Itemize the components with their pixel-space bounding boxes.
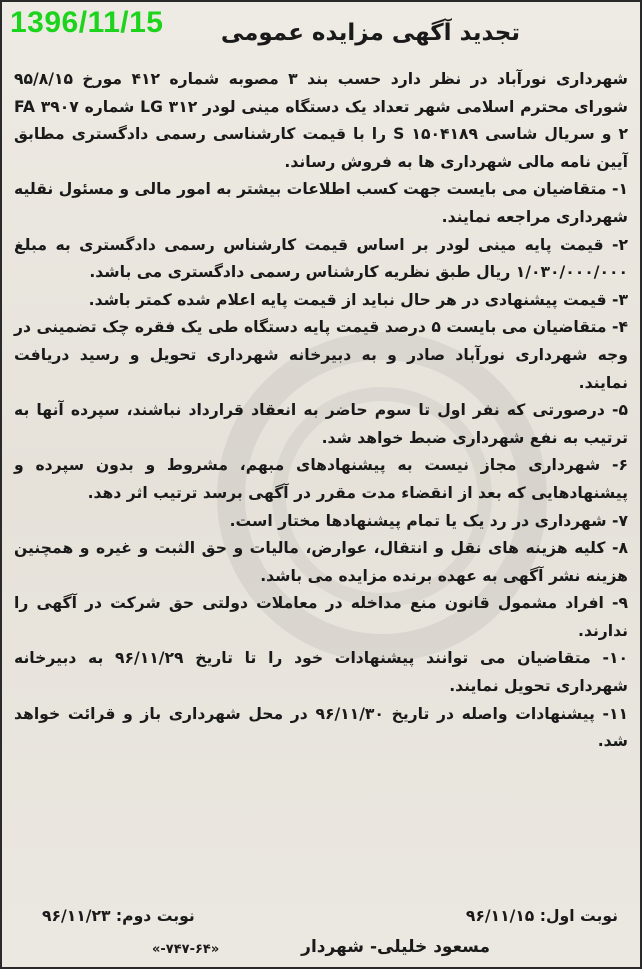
- notice-item-9: ۹- افراد مشمول قانون منع مداخله در معاملات دولتی حق شرکت در آگهی را ندارند.: [14, 594, 628, 640]
- notice-title: تجدید آگهی مزایده عمومی: [220, 20, 520, 46]
- notice-item-7: ۷- شهرداری در رد یک یا تمام پیشنهادها مختار است.: [229, 511, 628, 530]
- notice-body: [14, 66, 628, 756]
- notice-item-2: ۲- قیمت پایه مینی لودر بر اساس قیمت کارشناس رسمی دادگستری به مبلغ ۱/۰۳۰/۰۰۰/۰۰۰ ریال طبق نظریه کارشناس رسمی دادگستری می باشد.: [14, 235, 628, 282]
- notice-item-10: ۱۰- متقاضیان می توانند پیشنهادات خود را تا تاریخ ۹۶/۱۱/۲۹ به دبیرخانه شهرداری تحویل نمایند.: [14, 649, 628, 696]
- intro-paragraph: شهرداری نورآباد در نظر دارد حسب بند ۳ مصوبه شماره ۴۱۲ مورخ ۹۵/۸/۱۵ شورای محترم اسلامی شهر تعداد یک دستگاه مینی لودر LG ۳۱۲ شماره ۳۹۰۷ FA ۲ و سریال شاسی ۱۵۰۴۱۸۹ S را با قیمت کارشناسی رسمی دادگستری مطابق آیین نامه مالی شهرداری ها به فروش رساند.: [14, 70, 629, 171]
- notice-item-8: ۸- کلیه هزینه های نقل و انتقال، عوارض، مالیات و حق الثبت و غیره و همچنین هزینه نشر آگهی به عهده برنده مزایده می باشد.: [14, 539, 628, 585]
- notice-item-6: ۶- شهرداری مجاز نیست به پیشنهادهای مبهم، مشروط و بدون سپرده و پیشنهادهایی که بعد از انقضاء مدت مقرر در آگهی برسد ترتیب اثر دهد.: [14, 456, 628, 502]
- notice-item-3: ۳- قیمت پیشنهادی در هر حال نباید از قیمت پایه اعلام شده کمتر باشد.: [88, 290, 628, 309]
- notice-item-1: ۱- متقاضیان می بایست جهت کسب اطلاعات بیشتر به امور مالی و مسئول نقلیه شهرداری مراجعه نمایند.: [14, 180, 628, 226]
- publish-dates: [42, 907, 618, 925]
- publish-first: نوبت اول: ۹۶/۱۱/۱۵: [465, 907, 618, 925]
- notice-item-5: ۵- درصورتی که نفر اول تا سوم حاضر به انعقاد قرارداد نباشند، سپرده آنها به ترتیب به نفع شهرداری ضبط خواهد شد.: [14, 401, 628, 447]
- publish-second: نوبت دوم: ۹۶/۱۱/۲۳: [42, 907, 195, 925]
- signature: مسعود خلیلی- شهردار: [301, 937, 490, 957]
- notice-item-11: ۱۱- پیشنهادات واصله در تاریخ ۹۶/۱۱/۳۰ در محل شهرداری باز و قرائت خواهد شد.: [14, 704, 628, 751]
- date-stamp: 1396/11/15: [10, 6, 164, 39]
- notice-code: «۷۴۷-۶۴-»: [152, 942, 220, 957]
- notice-item-4: ۴- متقاضیان می بایست ۵ درصد قیمت پایه دستگاه طی یک فقره چک تضمینی در وجه شهرداری نورآباد صادر و به دبیرخانه شهرداری تحویل و رسید دریافت نمایند.: [14, 318, 628, 392]
